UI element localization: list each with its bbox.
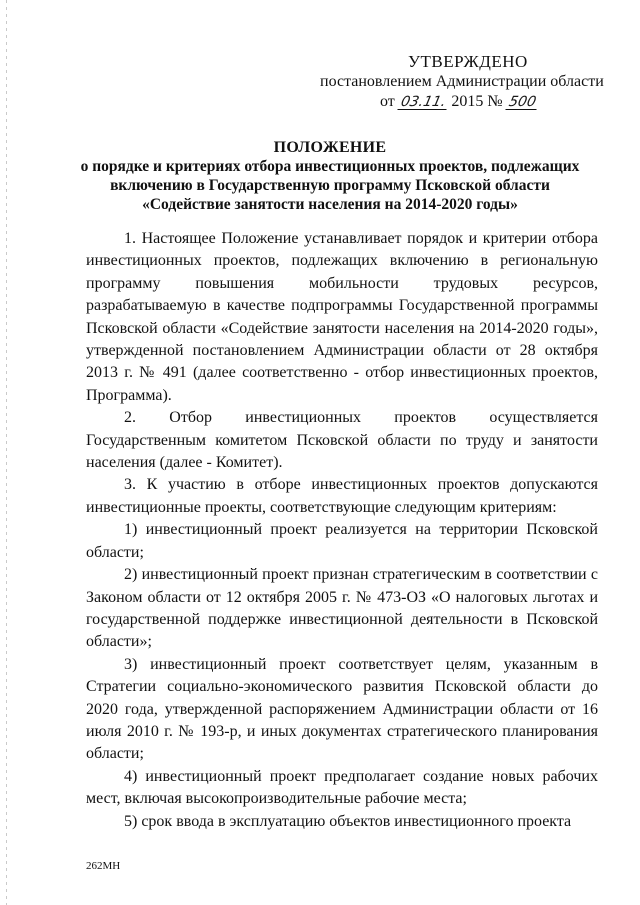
handwritten-date: 03.11. [399, 94, 448, 110]
subtitle-line-3: «Содействие занятости населения на 2014-2020 годы» [142, 196, 518, 213]
paragraph: 3. К участию в отборе инвестиционных проектов допускаются инвестиционные проекты, соответствующие следующим критериям: [86, 476, 598, 516]
document-title: ПОЛОЖЕНИЕ [273, 139, 387, 156]
paragraph: 5) срок ввода в эксплуатацию объектов инвестиционного проекта [124, 812, 572, 830]
paragraph: 3) инвестиционный проект соответствует целям, указанным в Стратегии социально-экономического развития Псковской области до 2020 года, утвержденной распоряжением Администрации области от 16 июля 2010 г. № 193-р, и иных документах стратегического планирования области; [86, 655, 598, 763]
subtitle-line-2: включению в Государственную программу Псковской области [110, 177, 550, 194]
paragraph: 4) инвестиционный проект предполагает создание новых рабочих мест, включая высокопроизводительные рабочие места; [86, 767, 598, 808]
handwritten-number: 500 [506, 94, 538, 110]
date-prefix: от [380, 93, 395, 110]
paragraph: 2) инвестиционный проект признан стратегическим в соответствии с Законом области от 12 октября 2005 г. № 473-ОЗ «О налоговых льготах и государственной поддержке инвестиционной деятельности в Псковской области»; [86, 566, 598, 651]
approved-label: УТВЕРЖДЕНО [408, 52, 528, 71]
year-and-number-sign: 2015 № [451, 93, 503, 110]
paragraph: 1) инвестиционный проект реализуется на территории Псковской области; [86, 521, 598, 561]
date-line [380, 92, 537, 112]
document-title-block [60, 138, 600, 214]
decree-line: постановлением Администрации области [320, 73, 604, 90]
subtitle-line-1: о порядке и критериях отбора инвестиционных проектов, подлежащих [80, 158, 580, 175]
scan-edge [6, 0, 7, 905]
footer-document-code: 262МН [86, 860, 121, 872]
paragraph: 1. Настоящее Положение устанавливает порядок и критерии отбора инвестиционных проектов, подлежащих включению в региональную программу повышения мобильности трудовых ресурсов, разрабатываемую в качестве подпрограммы Государственной программы Псковской области «Содействие занятости населения на 2014-2020 годы», утвержденной постановлением Администрации области от 28 октября 2013 г. № 491 (далее соответственно - отбор инвестиционных проектов, Программа). [86, 230, 598, 404]
paragraph: 2. Отбор инвестиционных проектов осуществляется Государственным комитетом Псковской области по труду и занятости населения (далее - Комитет). [86, 409, 598, 472]
document-body [86, 228, 598, 833]
